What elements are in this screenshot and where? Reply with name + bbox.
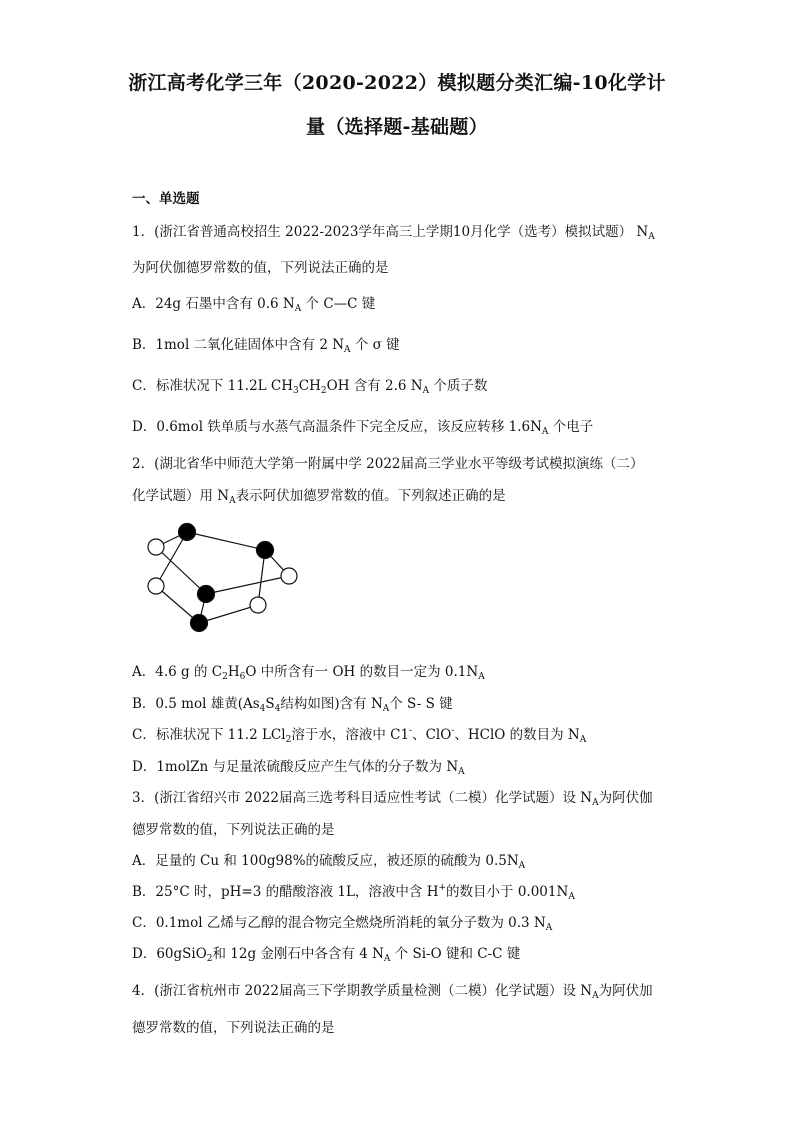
q3-option-d: D．60gSiO$_2$和 12g 金刚石中各含有 4 $N_A$ 个 Si-O 键和 C-C 键: [132, 946, 521, 964]
sulfur-atom: [250, 597, 266, 613]
q1-option-c: C．标准状况下 11.2L $CH_3CH_2OH$ 含有 2.6 $N_A$ 个质子数: [132, 378, 488, 396]
q3-stem-line-1: 3．(浙江省绍兴市 2022届高三选考科目适应性考试（二模）化学试题）设 $N_A$为阿伏伽: [132, 790, 653, 808]
q3-option-b: B．25°C 时，pH=3 的醋酸溶液 1L，溶液中含 H+的数目小于 $0.001N_A$: [132, 883, 575, 902]
q1-stem-line-2: 为阿伏伽德罗常数的值，下列说法正确的是: [132, 260, 389, 276]
q2-stem-line-1: 2．(湖北省华中师范大学第一附属中学 2022届高三学业水平等级考试模拟演练（二）: [132, 456, 644, 472]
sulfur-atom: [148, 578, 164, 594]
arsenic-atom: [198, 586, 215, 603]
q1-option-d: D．0.6mol 铁单质与水蒸气高温条件下完全反应，该反应转移 $1.6N_A$ 个电子: [132, 419, 594, 437]
q3-option-a: A．足量的 Cu 和 100g98%的硫酸反应，被还原的硫酸为 $0.5N_A$: [132, 853, 526, 871]
q3-stem-line-2: 德罗常数的值，下列说法正确的是: [132, 822, 335, 838]
arsenic-atom: [179, 524, 196, 541]
q1-stem-line-1: 1．(浙江省普通高校招生 2022-2023学年高三上学期10月化学（选考）模拟试题） $N_A$: [132, 224, 655, 242]
q2-option-d: D．1molZn 与足量浓硫酸反应产生气体的分子数为 $N_A$: [132, 759, 465, 777]
q2-option-b: B．0.5 mol 雄黄($As_4S_4$结构如图)含有 $N_A$个 S- S 键: [132, 696, 453, 714]
document-title-line-1: 浙江高考化学三年（2020-2022）模拟题分类汇编-10化学计: [128, 72, 666, 94]
q1-option-b: B．1mol 二氧化硅固体中含有 2 $N_A$ 个 σ 键: [132, 337, 400, 355]
sulfur-atom: [281, 568, 297, 584]
q3-option-c: C．0.1mol 乙烯与乙醇的混合物完全燃烧所消耗的氧分子数为 0.3 $N_A$: [132, 915, 553, 933]
arsenic-atom: [257, 542, 274, 559]
q2-option-c: C．标准状况下 11.2 LCl$_2$溶于水，溶液中 C1-、ClO-、HClO 的数目为 $N_A$: [132, 726, 587, 745]
q2-option-a: A．4.6 g 的 $C_2H_6O$ 中所含有一 OH 的数目一定为 $0.1N_A$: [132, 664, 485, 682]
document-title-line-2: 量（选择题-基础题）: [306, 116, 488, 138]
q2-stem-line-2: 化学试题）用 $N_A$表示阿伏加德罗常数的值。下列叙述正确的是: [132, 488, 506, 506]
arsenic-atom: [191, 615, 208, 632]
q4-stem-line-2: 德罗常数的值，下列说法正确的是: [132, 1020, 335, 1036]
q1-option-a: A．24g 石墨中含有 0.6 $N_A$ 个 C—C 键: [132, 296, 376, 314]
section-heading: 一、单选题: [132, 191, 200, 207]
q4-stem-line-1: 4．(浙江省杭州市 2022届高三下学期教学质量检测（二模）化学试题）设 $N_A$为阿伏加: [132, 983, 653, 1001]
realgar-structure-diagram: [140, 520, 310, 640]
sulfur-atom: [148, 539, 164, 555]
